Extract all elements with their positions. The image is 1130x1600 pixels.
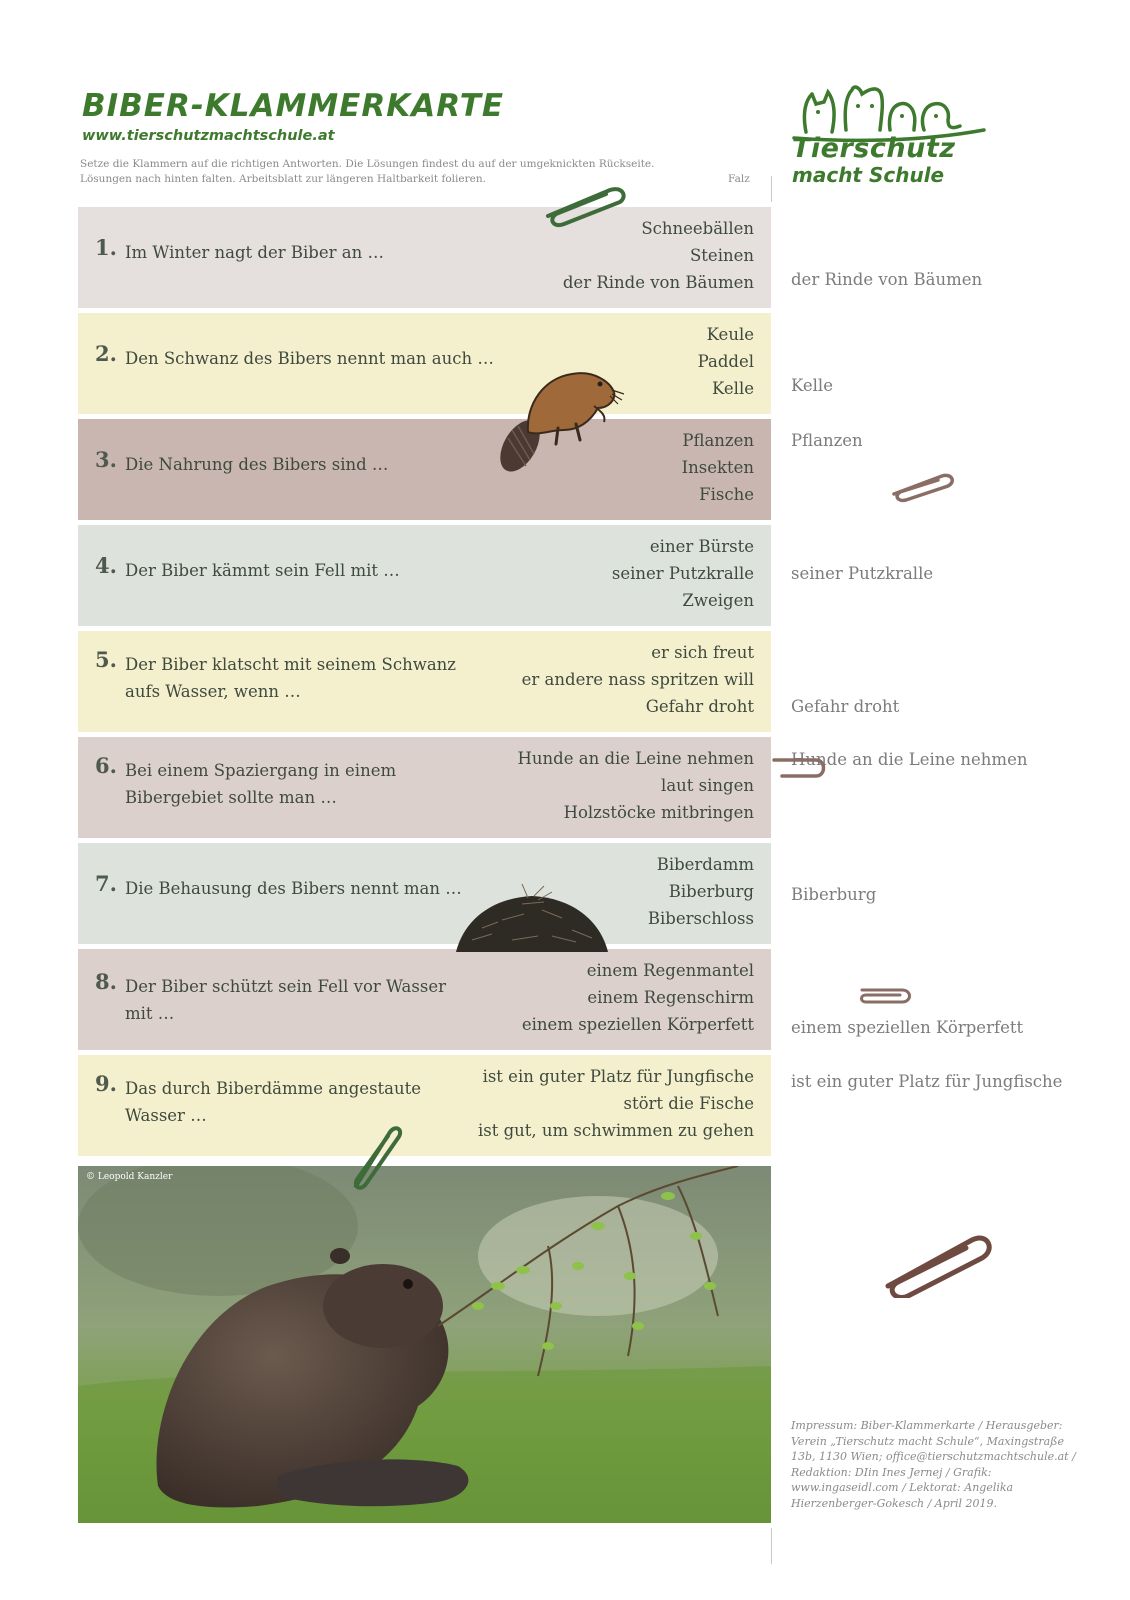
logo-line-1: Tierschutz: [792, 133, 956, 164]
answer-option[interactable]: er sich freut: [651, 643, 754, 662]
question-number: 6.: [95, 753, 117, 778]
solution-text: einem speziellen Körperfett: [791, 1018, 1024, 1037]
answer-options: [612, 533, 754, 614]
instructions-line-2: Lösungen nach hinten falten. Arbeitsblatt zur längeren Haltbarkeit folieren.: [80, 173, 486, 185]
beaver-illustration-icon: [498, 360, 633, 480]
answer-option[interactable]: er andere nass spritzen will: [521, 670, 754, 689]
answer-option[interactable]: Zweigen: [682, 591, 754, 610]
instructions-line-1: Setze die Klammern auf die richtigen Antworten. Die Lösungen findest du auf der umgeknickten Rückseite.: [80, 158, 655, 170]
answer-option[interactable]: Kelle: [712, 379, 754, 398]
question-number: 4.: [95, 553, 117, 578]
answer-option[interactable]: einer Bürste: [649, 537, 754, 556]
fold-line-top: [771, 176, 772, 202]
answer-option[interactable]: Steinen: [690, 246, 754, 265]
answer-option[interactable]: Pflanzen: [682, 431, 754, 450]
paper-clip-icon[interactable]: [856, 984, 916, 1006]
website-url[interactable]: www.tierschutzmachtschule.at: [82, 128, 335, 144]
question-number: 5.: [95, 647, 117, 672]
paper-clip-icon[interactable]: [348, 1122, 404, 1192]
question-row: [78, 843, 771, 944]
fold-line-bottom: [771, 1528, 772, 1564]
question-text: Im Winter nagt der Biber an …: [125, 243, 384, 262]
paper-clip-icon[interactable]: [772, 754, 832, 782]
question-number: 8.: [95, 969, 117, 994]
answer-options: [682, 427, 754, 508]
question-row: [78, 313, 771, 414]
question-list: [78, 207, 771, 1161]
answer-options: [478, 1063, 754, 1144]
question-text: Das durch Biberdämme angestaute Wasser …: [125, 1079, 422, 1125]
solution-text: seiner Putzkralle: [791, 564, 934, 583]
question-row: [78, 525, 771, 626]
answer-option[interactable]: Paddel: [697, 352, 754, 371]
answer-option[interactable]: der Rinde von Bäumen: [562, 273, 754, 292]
question-text: Der Biber klatscht mit seinem Schwanz aufs Wasser, wenn …: [125, 655, 456, 701]
logo-line-2: macht Schule: [792, 163, 945, 187]
answer-option[interactable]: Keule: [706, 325, 754, 344]
question-text: Die Nahrung des Bibers sind …: [125, 455, 389, 474]
solution-text: Pflanzen: [791, 431, 863, 450]
solution-text: Gefahr droht: [791, 697, 900, 716]
paper-clip-icon[interactable]: [540, 182, 630, 228]
answer-options: [518, 745, 754, 826]
paper-clip-icon[interactable]: [888, 468, 958, 504]
answer-options: [698, 321, 754, 402]
answer-option[interactable]: Biberschloss: [647, 909, 754, 928]
answer-option[interactable]: Hunde an die Leine nehmen: [517, 749, 754, 768]
beaver-lodge-icon: [452, 880, 612, 952]
question-text: Der Biber schützt sein Fell vor Wasser mit …: [125, 977, 446, 1023]
answer-option[interactable]: Biberburg: [668, 882, 754, 901]
question-text: Bei einem Spaziergang in einem Bibergebiet sollte man …: [125, 761, 397, 807]
question-number: 9.: [95, 1071, 117, 1096]
question-text: Die Behausung des Bibers nennt man …: [125, 879, 462, 898]
answer-option[interactable]: einem speziellen Körperfett: [521, 1015, 754, 1034]
answer-options: [522, 639, 754, 720]
imprint: Impressum: Biber-Klammerkarte / Herausgeber: Verein „Tierschutz macht Schule“, Maxingstraße 13b, 1130 Wien; office@tierschutzmachtschule.at / Redaktion: DIin Ines Jernej / Grafik: www.ingaseidl.com / Lektorat: Angelika Hierzenberger-Gokesch / April 2019.: [791, 1419, 1076, 1510]
question-row: [78, 631, 771, 732]
solution-text: Kelle: [791, 376, 833, 395]
answer-option[interactable]: stört die Fische: [623, 1094, 754, 1113]
question-row: [78, 949, 771, 1050]
answer-option[interactable]: Insekten: [681, 458, 754, 477]
question-number: 2.: [95, 341, 117, 366]
instructions: [80, 157, 760, 187]
answer-option[interactable]: Gefahr droht: [645, 697, 754, 716]
solution-text: ist ein guter Platz für Jungfische: [791, 1072, 1063, 1091]
answer-options: [522, 957, 754, 1038]
answer-option[interactable]: einem Regenmantel: [586, 961, 754, 980]
answer-option[interactable]: ist gut, um schwimmen zu gehen: [477, 1121, 754, 1140]
beaver-photo-image: [78, 1166, 771, 1523]
beaver-photo: [78, 1166, 771, 1523]
question-row: [78, 419, 771, 520]
solution-text: Hunde an die Leine nehmen: [791, 750, 1028, 769]
question-text: Den Schwanz des Bibers nennt man auch …: [125, 349, 494, 368]
paper-clip-icon[interactable]: [880, 1228, 1000, 1298]
answer-option[interactable]: Schneebällen: [641, 219, 754, 238]
photo-credit: © Leopold Kanzler: [86, 1172, 173, 1182]
solution-text: Biberburg: [791, 885, 877, 904]
answer-option[interactable]: Holzstöcke mitbringen: [563, 803, 754, 822]
question-row: [78, 737, 771, 838]
question-row: [78, 207, 771, 308]
answer-option[interactable]: einem Regenschirm: [587, 988, 754, 1007]
question-number: 7.: [95, 871, 117, 896]
answer-option[interactable]: Fische: [699, 485, 754, 504]
question-text: Der Biber kämmt sein Fell mit …: [125, 561, 400, 580]
answer-option[interactable]: Biberdamm: [656, 855, 754, 874]
page-title: BIBER-KLAMMERKARTE: [82, 88, 505, 124]
answer-option[interactable]: ist ein guter Platz für Jungfische: [482, 1067, 754, 1086]
answer-options: [648, 851, 754, 932]
answer-option[interactable]: seiner Putzkralle: [611, 564, 754, 583]
question-number: 3.: [95, 447, 117, 472]
answer-option[interactable]: laut singen: [661, 776, 754, 795]
fold-label: Falz: [728, 173, 750, 185]
question-number: 1.: [95, 235, 117, 260]
solution-text: der Rinde von Bäumen: [791, 270, 983, 289]
question-row: [78, 1055, 771, 1156]
